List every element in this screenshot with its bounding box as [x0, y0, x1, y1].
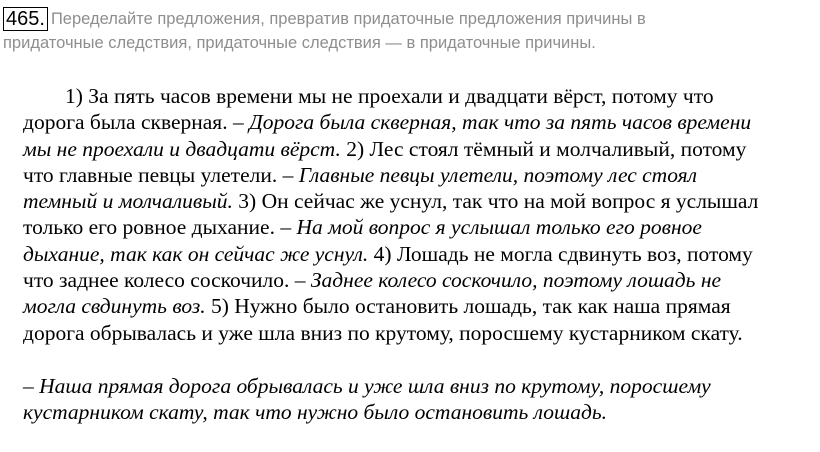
text-line [23, 162, 813, 188]
sentence-3-rewritten: На мой вопрос я услышал только его ровное [296, 215, 702, 240]
text-line [23, 241, 813, 267]
sentence-1-original: 1) За пять часов времени мы не проехали и двадцати вёрст, потому что [65, 84, 714, 108]
sentence-4-original-end: что заднее колесо соскочило. – [23, 268, 311, 293]
paragraph-gap [23, 346, 813, 373]
task-instruction-line-2: придаточные следствия, придаточные следствия — в придаточные причины. [3, 34, 596, 52]
text-line [23, 214, 813, 240]
text-line [23, 399, 813, 425]
sentence-2-original-end: что главные певцы улетели. – [23, 162, 299, 187]
text-line [23, 373, 813, 399]
task-instruction-line-1: Переделайте предложения, превратив придаточные предложения причины в [50, 10, 646, 28]
exercise-number: 465. [3, 7, 48, 31]
text-line [23, 109, 813, 135]
text-line [23, 320, 813, 346]
text-line [23, 83, 813, 109]
text-line [23, 188, 813, 214]
text-line [23, 267, 813, 293]
sentence-2-original: 2) Лес стоял тёмный и молчаливый, потому [340, 136, 747, 161]
sentence-3-rewritten-end: дыхание, так как он сейчас же уснул. [23, 241, 369, 266]
sentence-5-original: 5) Нужно было остановить лошадь, так как наша прямая [205, 294, 731, 319]
sentence-1-original-end: дорога была скверная. – [23, 110, 250, 135]
sentence-5-original-end: дорога обрывалась и уже шла вниз по крутому, поросшему кустарником скату. [23, 320, 743, 345]
sentence-5-rewritten-end: кустарником скату, так что нужно было остановить лошадь. [23, 400, 608, 425]
sentence-1-rewritten-end: мы не проехали и двадцати вёрст. [23, 136, 341, 161]
sentence-4-rewritten-end: могла свдинуть воз. [23, 294, 206, 319]
answer-text [23, 83, 813, 426]
text-line [23, 293, 813, 319]
text-line [23, 136, 813, 162]
sentence-3-original: 3) Он сейчас же уснул, так что на мой вопрос я услышал [232, 189, 759, 214]
sentence-4-original: 4) Лошадь не могла сдвинуть воз, потому [368, 241, 753, 266]
sentence-2-rewritten-end: темный и молчаливый. [23, 189, 233, 214]
sentence-2-rewritten: Главные певцы улетели, поэтому лес стоял [298, 162, 698, 187]
sentence-5-rewritten: – Наша прямая дорога обрывалась и уже шла вниз по крутому, поросшему [23, 373, 711, 398]
exercise-header [3, 6, 815, 55]
sentence-1-rewritten: Дорога была скверная, так что за пять часов времени [249, 110, 752, 135]
sentence-4-rewritten: Заднее колесо соскочило, поэтому лошадь не [310, 268, 722, 293]
sentence-3-original-end: только его ровное дыхание. – [23, 215, 297, 240]
